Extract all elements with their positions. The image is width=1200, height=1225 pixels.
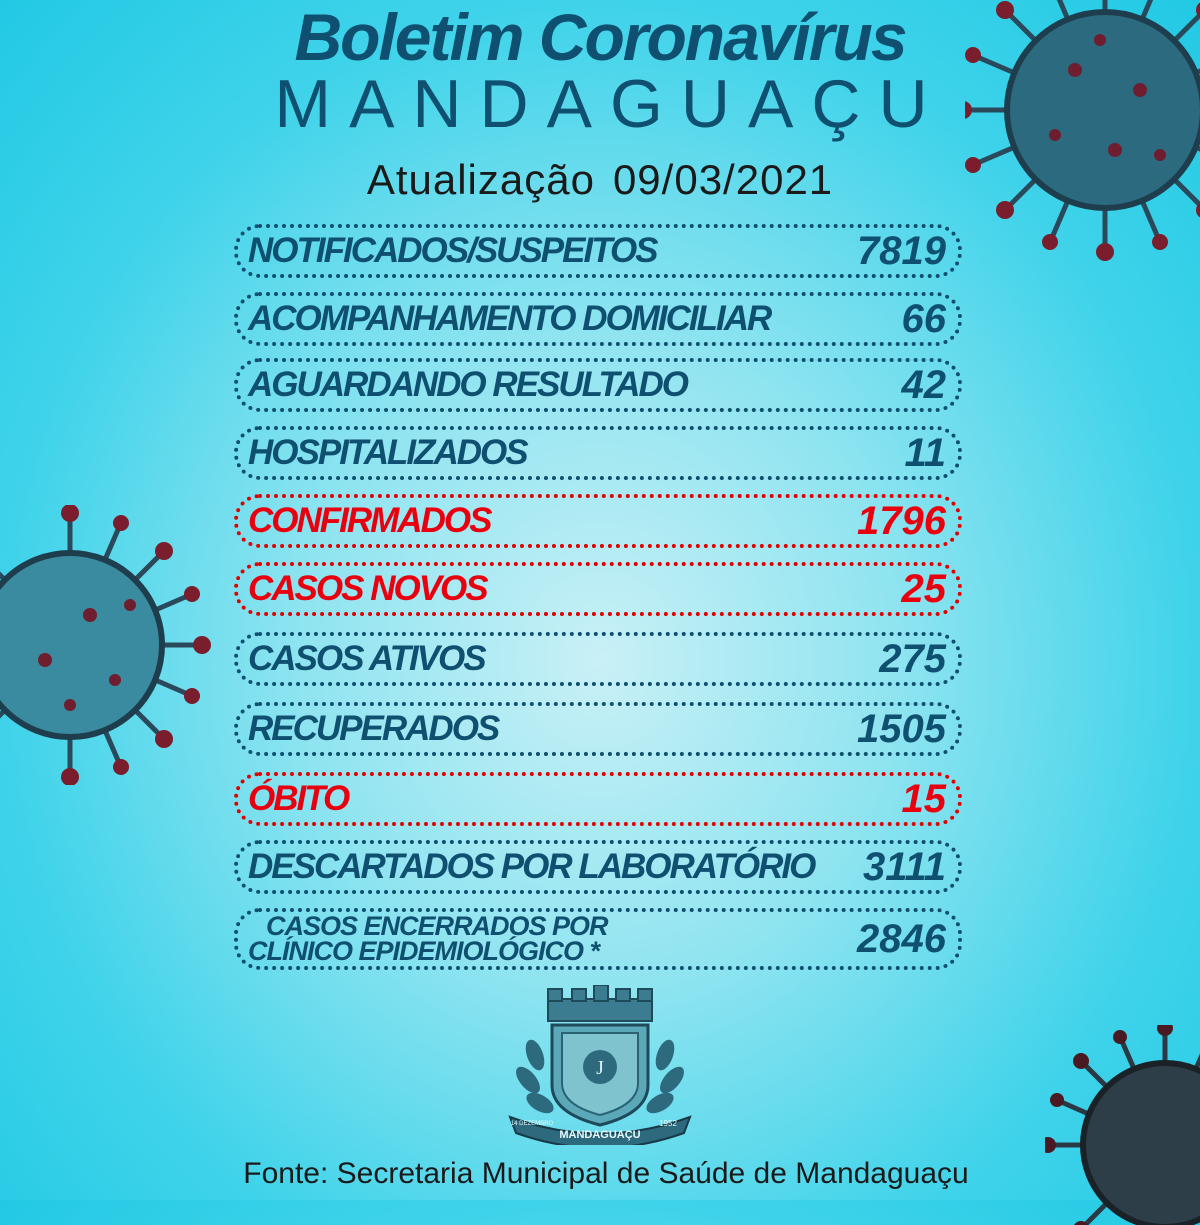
- stat-row-recuperados: [234, 702, 962, 756]
- stat-row-confirmados: [234, 494, 962, 548]
- stat-value: 7819: [857, 228, 946, 273]
- source-footer: Fonte: Secretaria Municipal de Saúde de Mandaguaçu: [243, 1157, 969, 1190]
- coronavirus-icon: [0, 505, 220, 785]
- stat-row-aguardando: [234, 358, 962, 412]
- update-date: 09/03/2021: [612, 156, 834, 203]
- stat-value: 42: [901, 362, 946, 407]
- stat-row-casos-ativos: [234, 632, 962, 686]
- stat-value: 1505: [857, 706, 946, 751]
- stat-value: 25: [901, 566, 946, 611]
- stat-label-line1: CASOS ENCERRADOS POR: [266, 911, 608, 941]
- crest-right-text: 1952: [659, 1119, 677, 1128]
- stat-label: NOTIFICADOS/SUSPEITOS: [248, 231, 657, 270]
- stat-row-acompanhamento: [234, 292, 962, 346]
- stat-label-line2: CLÍNICO EPIDEMIOLÓGICO *: [248, 936, 600, 966]
- stat-row-descartados: [234, 840, 962, 894]
- stat-label: ÓBITO: [248, 779, 349, 818]
- stat-row-casos-encerrados: [234, 908, 962, 970]
- stat-label: DESCARTADOS POR LABORATÓRIO: [248, 847, 815, 886]
- stat-value: 66: [901, 296, 946, 341]
- update-label: Atualização: [366, 156, 595, 203]
- stat-label: [248, 911, 608, 966]
- stat-label: AGUARDANDO RESULTADO: [248, 365, 687, 404]
- crest-ribbon-text: MANDAGUAÇU: [559, 1129, 641, 1141]
- bulletin-title: Boletim Coronavírus: [294, 0, 906, 74]
- stat-row-obito: [234, 772, 962, 826]
- svg-text:J: J: [596, 1057, 604, 1079]
- stat-value: 275: [879, 636, 946, 681]
- stat-label: HOSPITALIZADOS: [248, 433, 527, 472]
- stat-row-hospitalizados: [234, 426, 962, 480]
- stat-value: 1796: [857, 498, 946, 543]
- city-name: MANDAGUAÇU: [274, 66, 946, 142]
- stat-value: 11: [904, 430, 946, 475]
- stat-label: RECUPERADOS: [248, 709, 499, 748]
- coronavirus-icon: [1045, 1025, 1200, 1225]
- stat-value: 15: [901, 776, 946, 821]
- stat-row-casos-novos: [234, 562, 962, 616]
- municipal-crest-icon: [500, 985, 700, 1145]
- stat-label: CONFIRMADOS: [248, 501, 491, 540]
- update-line: [0, 155, 1200, 205]
- stat-label: CASOS ATIVOS: [248, 639, 485, 678]
- crest-left-text: 14 DEZEMBRO: [510, 1121, 554, 1127]
- stat-label: ACOMPANHAMENTO DOMICILIAR: [248, 299, 771, 338]
- stat-value: 3111: [862, 844, 946, 889]
- stat-value: 2846: [857, 916, 946, 961]
- stat-label: CASOS NOVOS: [248, 569, 487, 608]
- stat-row-notificados: [234, 224, 962, 278]
